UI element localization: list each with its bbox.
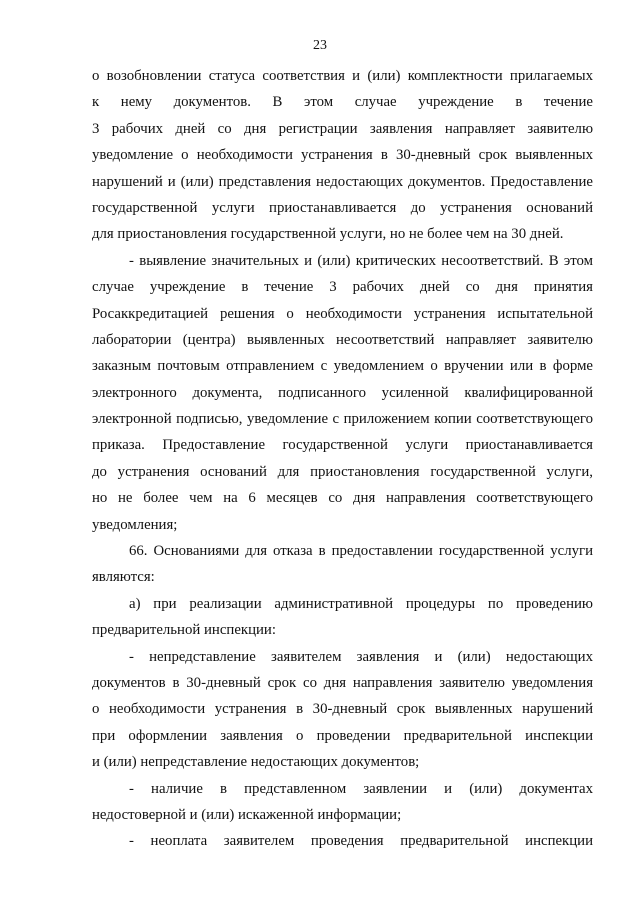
- text-line: нарушений и (или) представления недостающих документов. Предоставление: [92, 173, 593, 190]
- text-line: уведомление о необходимости устранения в 30-дневный срок выявленных: [92, 147, 593, 164]
- text-line: электронной подписью, уведомление с приложением копии соответствующего: [92, 411, 593, 428]
- text-line: предварительной инспекции:: [92, 622, 276, 639]
- text-line: но не более чем на 6 месяцев со дня направления соответствующего: [92, 490, 593, 507]
- text-line: до устранения оснований для приостановления государственной услуги,: [92, 463, 593, 480]
- text-line: случае учреждение в течение 3 рабочих дней со дня принятия: [92, 279, 593, 296]
- text-line: - наличие в представленном заявлении и (или) документах: [129, 780, 593, 797]
- text-line: документов в 30-дневный срок со дня направления заявителю уведомления: [92, 674, 593, 691]
- text-line: электронного документа, подписанного усиленной квалифицированной: [92, 384, 593, 401]
- text-line: недостоверной и (или) искаженной информации;: [92, 806, 402, 823]
- text-line: 3 рабочих дней со дня регистрации заявления направляет заявителю: [92, 120, 593, 137]
- text-line: - неоплата заявителем проведения предварительной инспекции: [129, 833, 593, 850]
- page-number: 23: [313, 38, 327, 53]
- text-line: к нему документов. В этом случае учреждение в течение: [92, 94, 593, 111]
- text-line: - непредставление заявителем заявления и (или) недостающих: [129, 648, 593, 665]
- text-line: для приостановления государственной услуги, но не более чем на 30 дней.: [92, 226, 564, 243]
- text-line: приказа. Предоставление государственной услуги приостанавливается: [92, 437, 593, 454]
- document-body: [92, 63, 593, 855]
- text-line: о возобновлении статуса соответствия и (или) комплектности прилагаемых: [92, 68, 593, 84]
- text-line: а) при реализации административной процедуры по проведению: [129, 595, 593, 612]
- text-line: 66. Основаниями для отказа в предоставлении государственной услуги: [129, 543, 593, 560]
- text-line: о необходимости устранения в 30-дневный срок выявленных нарушений: [92, 701, 593, 718]
- text-line: - выявление значительных и (или) критических несоответствий. В этом: [129, 252, 593, 269]
- text-line: уведомления;: [92, 516, 178, 533]
- text-line: являются:: [92, 569, 155, 586]
- text-line: лаборатории (центра) выявленных несоответствий направляет заявителю: [92, 331, 593, 348]
- text-line: заказным почтовым отправлением с уведомлением о вручении или в форме: [92, 358, 593, 375]
- text-line: Росаккредитацией решения о необходимости устранения испытательной: [92, 305, 593, 322]
- text-line: государственной услуги приостанавливается до устранения оснований: [92, 199, 593, 216]
- text-line: и (или) непредставление недостающих документов;: [92, 754, 420, 771]
- text-line: при оформлении заявления о проведении предварительной инспекции: [92, 727, 593, 744]
